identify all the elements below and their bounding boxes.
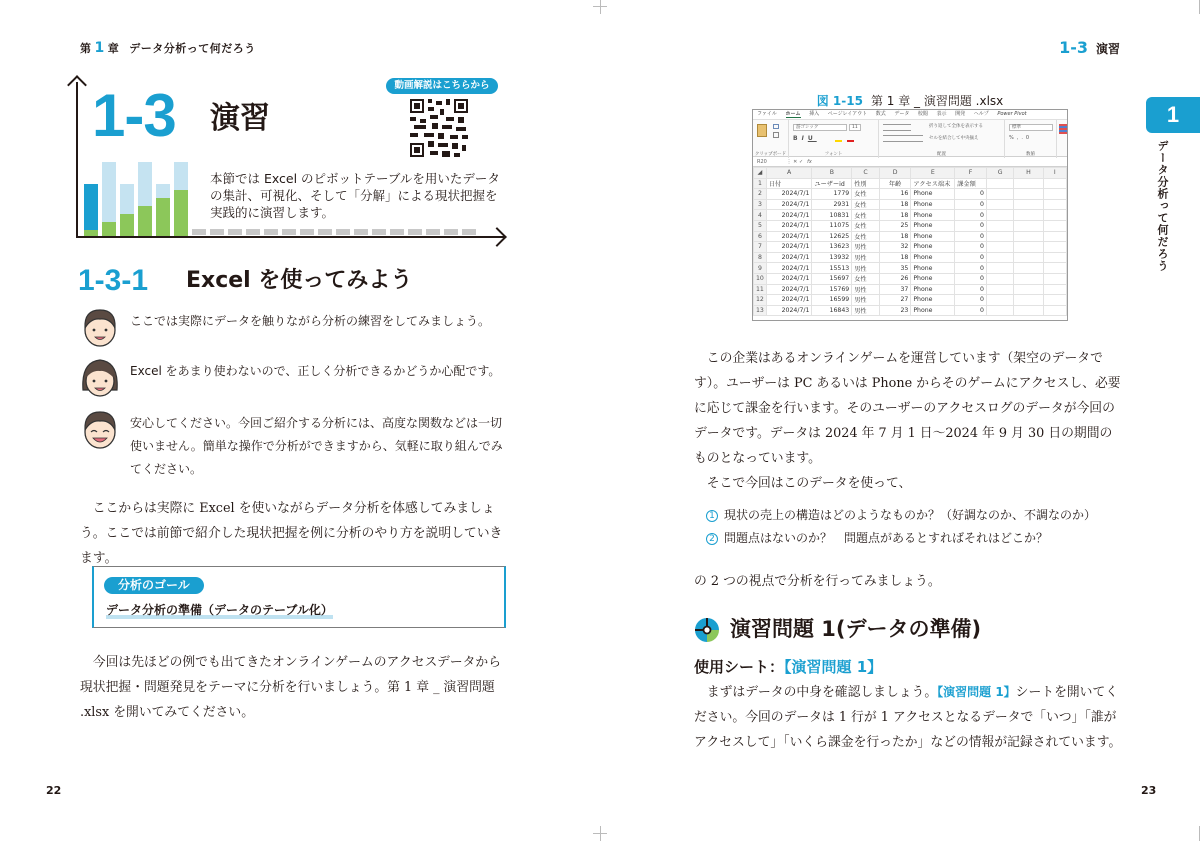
menu-tab-help[interactable]: ヘルプ (973, 111, 989, 117)
cell[interactable]: 女性 (852, 273, 880, 284)
crop-mark (593, 6, 607, 7)
table-row (754, 189, 1067, 200)
cell[interactable]: 2024/7/1 (766, 231, 812, 242)
cell[interactable]: 0 (955, 252, 987, 263)
cell[interactable]: Phone (911, 210, 955, 221)
decorative-bar-graphic (84, 160, 194, 236)
section-title: 演習 (210, 101, 270, 136)
paste-icon[interactable] (757, 124, 767, 137)
running-head-right: 1-3 演習 (1059, 38, 1120, 57)
cell[interactable]: 課金額 (955, 178, 987, 189)
subsection-title: Excel を使ってみよう (186, 268, 413, 293)
cell[interactable] (986, 231, 1013, 242)
page-number-left: 22 (46, 784, 62, 797)
cell[interactable] (1043, 210, 1066, 221)
copy-icon[interactable] (773, 132, 779, 138)
table-row (754, 273, 1067, 284)
menu-tab-file[interactable]: ファイル (757, 111, 777, 117)
cell[interactable] (986, 252, 1013, 263)
table-row (754, 263, 1067, 274)
cell[interactable]: Phone (911, 199, 955, 210)
exercise-icon (694, 617, 720, 643)
cell[interactable]: 女性 (852, 210, 880, 221)
cell[interactable]: 0 (955, 263, 987, 274)
cell[interactable]: 16 (879, 189, 910, 200)
paragraph: この企業はあるオンラインゲームを運営しています（架空のデータです）。ユーザーは PC あるいは Phone からそのゲームにアクセスし、必要に応じて課金を行います。そのユーザーのアクセスログのデータが今回のデータです。データは 2024 年 7 月 1 日～2024 年 9 月 30 日の期間のものとなっています。 そこで今回はこのデータを使って、 (694, 351, 1121, 491)
table-row (754, 210, 1067, 221)
cell[interactable]: 15513 (812, 263, 852, 274)
cell[interactable]: 男性 (852, 295, 880, 306)
cell[interactable]: 男性 (852, 284, 880, 295)
fill-color-icon[interactable] (835, 136, 842, 142)
cell[interactable] (1014, 242, 1043, 253)
spreadsheet-grid (753, 167, 1067, 316)
merge-center-button[interactable]: セルを結合して中央揃え (929, 136, 979, 141)
table-row (754, 284, 1067, 295)
cell[interactable] (1014, 284, 1043, 295)
row-header[interactable]: 2 (754, 189, 767, 200)
table-row (754, 295, 1067, 306)
cell[interactable]: 0 (955, 295, 987, 306)
cell[interactable] (986, 189, 1013, 200)
cell[interactable]: ユーザーid (812, 178, 852, 189)
cell[interactable]: 16599 (812, 295, 852, 306)
row-header[interactable]: 5 (754, 220, 767, 231)
menu-tab-formulas[interactable]: 数式 (875, 111, 886, 117)
cell[interactable]: 0 (955, 284, 987, 295)
cell[interactable] (1014, 295, 1043, 306)
cell[interactable] (1014, 252, 1043, 263)
cell[interactable]: Phone (911, 305, 955, 316)
table-row (754, 305, 1067, 316)
cell[interactable]: Phone (911, 242, 955, 253)
number-format-buttons[interactable]: %,.0 (1009, 135, 1033, 141)
cell[interactable]: 男性 (852, 263, 880, 274)
cell[interactable]: 女性 (852, 220, 880, 231)
ribbon-group-alignment: 折り返して全体を表示する セルを結合して中央揃え 配置 (879, 120, 1005, 158)
table-header-row (754, 178, 1067, 189)
cell[interactable] (1014, 199, 1043, 210)
cell[interactable]: 男性 (852, 252, 880, 263)
cut-icon[interactable] (773, 124, 779, 129)
goal-text: データ分析の準備（データのテーブル化） (106, 603, 333, 617)
column-header[interactable]: D (879, 168, 910, 179)
cell[interactable] (1043, 263, 1066, 274)
cell[interactable]: 0 (955, 273, 987, 284)
cell[interactable]: アクセス端末 (911, 178, 955, 189)
cell[interactable] (1014, 220, 1043, 231)
list-item: 1 現状の売上の構造はどのようなものか？（好調なのか、不調なのか） (706, 506, 1096, 523)
cell[interactable] (1043, 189, 1066, 200)
cell[interactable] (986, 295, 1013, 306)
table-row (754, 199, 1067, 210)
male-teacher-avatar-icon (80, 306, 120, 348)
cell[interactable] (1043, 231, 1066, 242)
column-header[interactable]: A (766, 168, 812, 179)
font-color-icon[interactable] (847, 136, 854, 142)
font-format-buttons[interactable]: BIU (793, 135, 817, 142)
cell[interactable]: Phone (911, 263, 955, 274)
ribbon-group-font: 游ゴシック 11 BIU フォント (789, 120, 879, 158)
cell[interactable]: 女性 (852, 189, 880, 200)
cell[interactable] (1043, 199, 1066, 210)
cell[interactable]: Phone (911, 295, 955, 306)
cell[interactable]: Phone (911, 273, 955, 284)
ribbon-group-clipboard: クリップボード (753, 120, 789, 158)
cell[interactable] (986, 220, 1013, 231)
circled-number: 2 (706, 533, 718, 545)
cell[interactable]: 女性 (852, 199, 880, 210)
cell[interactable]: 2024/7/1 (766, 220, 812, 231)
align-buttons[interactable] (883, 135, 923, 142)
cell[interactable] (1043, 284, 1066, 295)
hero-x-axis (76, 236, 504, 238)
column-header[interactable]: F (955, 168, 987, 179)
cell[interactable]: Phone (911, 231, 955, 242)
cell[interactable] (1043, 305, 1066, 316)
column-header[interactable]: E (911, 168, 955, 179)
menu-tab-power-pivot[interactable]: Power Pivot (997, 111, 1027, 117)
cell[interactable]: 18 (879, 231, 910, 242)
cell[interactable]: 13932 (812, 252, 852, 263)
cell[interactable] (986, 242, 1013, 253)
cell[interactable]: 18 (879, 252, 910, 263)
decorative-grey-bars (192, 229, 480, 235)
dialog-text: Excel をあまり使わないので、正しく分析できるかどうか心配です。 (130, 364, 501, 378)
arrow-up-icon (67, 75, 87, 95)
cell[interactable]: 37 (879, 284, 910, 295)
cell[interactable]: 年齢 (879, 178, 910, 189)
name-box[interactable]: R20 (757, 159, 767, 165)
section-number: 1-3 (92, 82, 176, 149)
cell[interactable]: 15697 (812, 273, 852, 284)
column-header[interactable]: C (852, 168, 880, 179)
font-name-select[interactable]: 游ゴシック (793, 124, 847, 131)
running-head-left: 第 1 章 データ分析って何だろう (80, 40, 256, 56)
crop-mark (593, 833, 607, 834)
cell[interactable]: 16843 (812, 305, 852, 316)
cell[interactable] (1014, 273, 1043, 284)
cell[interactable]: 2024/7/1 (766, 199, 812, 210)
goal-badge: 分析のゴール (104, 577, 204, 594)
row-header[interactable]: 6 (754, 231, 767, 242)
cell[interactable]: 13623 (812, 242, 852, 253)
dialog-text: ここでは実際にデータを触りながら分析の練習をしてみましょう。 (130, 314, 491, 328)
cell[interactable] (986, 284, 1013, 295)
figure-caption: 図 1-15 第 1 章 _ 演習問題 .xlsx (816, 94, 1004, 108)
cell[interactable]: 35 (879, 263, 910, 274)
row-header[interactable]: 11 (754, 284, 767, 295)
row-header[interactable]: 12 (754, 295, 767, 306)
cell[interactable]: Phone (911, 220, 955, 231)
figure-label: 図 1-15 (816, 94, 863, 108)
menu-tab-insert[interactable]: 挿入 (809, 111, 820, 117)
table-row (754, 220, 1067, 231)
cell[interactable]: 23 (879, 305, 910, 316)
analysis-goal-box (92, 566, 506, 628)
cell[interactable] (1014, 231, 1043, 242)
cell[interactable]: 2024/7/1 (766, 242, 812, 253)
excel-ribbon (753, 119, 1067, 157)
cell[interactable]: 2931 (812, 199, 852, 210)
cell[interactable]: 15769 (812, 284, 852, 295)
cell[interactable]: 18 (879, 210, 910, 221)
menu-tab-data[interactable]: データ (894, 111, 910, 117)
cell[interactable]: 2024/7/1 (766, 305, 812, 316)
paragraph: の 2 つの視点で分析を行ってみましょう。 (694, 574, 941, 589)
cell[interactable]: 11075 (812, 220, 852, 231)
chapter-title: データ分析って何だろう (129, 42, 256, 55)
cell[interactable]: 2024/7/1 (766, 210, 812, 221)
cell[interactable] (1043, 252, 1066, 263)
column-header[interactable]: H (1014, 168, 1043, 179)
cell[interactable] (1014, 305, 1043, 316)
cell[interactable] (986, 178, 1013, 189)
menu-tab-home[interactable]: ホーム (785, 111, 801, 117)
row-header[interactable]: 9 (754, 263, 767, 274)
cell[interactable]: 男性 (852, 242, 880, 253)
formula-bar: R20 ⋮ ✕ ✓ fx (753, 157, 1067, 167)
font-size-select[interactable]: 11 (849, 124, 861, 131)
column-header[interactable]: B (812, 168, 852, 179)
cell[interactable]: 12625 (812, 231, 852, 242)
exercise-title: 演習問題 1(データの準備) (730, 617, 982, 641)
cell[interactable]: 2024/7/1 (766, 284, 812, 295)
cell[interactable]: 1779 (812, 189, 852, 200)
cell[interactable]: 27 (879, 295, 910, 306)
ribbon-group-number: 標準 %,.0 数値 (1005, 120, 1057, 158)
chapter-tab-title: データ分析って何だろう (1156, 140, 1169, 272)
cell[interactable]: Phone (911, 284, 955, 295)
cell[interactable]: 男性 (852, 305, 880, 316)
cell[interactable] (1043, 273, 1066, 284)
dialog-text: 安心してください。今回ご紹介する分析には、高度な関数などは一切使いません。簡単な操作で分析ができますから、気軽に取り組んでみてください。 (130, 416, 503, 476)
subsection-number: 1-3-1 (78, 264, 149, 297)
chapter-tab: 1 (1146, 97, 1200, 133)
cell[interactable]: 性別 (852, 178, 880, 189)
page-number-right: 23 (1141, 784, 1157, 797)
crop-mark (600, 0, 601, 14)
cell[interactable] (1014, 189, 1043, 200)
cell[interactable]: Phone (911, 252, 955, 263)
cell[interactable]: 女性 (852, 231, 880, 242)
qr-code-icon[interactable] (410, 99, 468, 157)
cell[interactable] (1014, 263, 1043, 274)
cell[interactable]: Phone (911, 189, 955, 200)
wrap-text-button[interactable]: 折り返して全体を表示する (929, 124, 983, 129)
paragraph: まずはデータの中身を確認しましょう。【演習問題 1】シートを開いてください。今回のデータは 1 行が 1 アクセスとなるデータで「いつ」「誰がアクセスして」「いくら課金を行ったか」などの情報が記録されています。 (694, 685, 1122, 750)
cell[interactable]: 2024/7/1 (766, 263, 812, 274)
cell[interactable]: 0 (955, 305, 987, 316)
video-badge[interactable]: 動画解説はこちらから (386, 78, 498, 94)
table-row (754, 231, 1067, 242)
number-format-select[interactable]: 標準 (1009, 124, 1053, 131)
smiling-teacher-avatar-icon (80, 408, 120, 450)
cell[interactable] (1014, 210, 1043, 221)
sheet-reference: 【演習問題 1】 (937, 685, 1016, 699)
cell[interactable] (986, 210, 1013, 221)
cell[interactable]: 26 (879, 273, 910, 284)
row-header[interactable]: 8 (754, 252, 767, 263)
cell[interactable]: 32 (879, 242, 910, 253)
excel-screenshot (752, 109, 1068, 321)
sheet-name: 【演習問題 1】 (784, 658, 883, 676)
paragraph: ここからは実際に Excel を使いながらデータ分析を体感してみましょう。ここでは前節で紹介した現状把握を例に分析のやり方を説明していきます。 (80, 501, 503, 566)
menu-tab-page-layout[interactable]: ページレイアウト (827, 111, 868, 117)
chapter-number: 1 (94, 40, 105, 56)
column-header[interactable]: I (1043, 168, 1066, 179)
cell[interactable] (1043, 295, 1066, 306)
cell[interactable] (1043, 220, 1066, 231)
list-item: 2 問題点はないのか？ 問題点があるとすればそれはどこか？ (706, 529, 1048, 546)
female-student-avatar-icon (80, 356, 120, 398)
row-header[interactable]: 1 (754, 178, 767, 189)
arrow-right-icon (487, 227, 507, 247)
conditional-format-icon[interactable] (1059, 124, 1067, 134)
cell[interactable]: 25 (879, 220, 910, 231)
cell[interactable]: 2024/7/1 (766, 295, 812, 306)
cell[interactable]: 日付 (766, 178, 812, 189)
column-header-row (754, 168, 1067, 179)
cell[interactable] (1014, 178, 1043, 189)
cell[interactable] (986, 273, 1013, 284)
cell[interactable]: 0 (955, 189, 987, 200)
cell[interactable] (986, 263, 1013, 274)
hero-y-axis (76, 82, 78, 238)
cell[interactable] (986, 199, 1013, 210)
fx-icon[interactable]: fx (807, 159, 812, 165)
cell[interactable]: 0 (955, 210, 987, 221)
cell[interactable] (1043, 242, 1066, 253)
cell[interactable]: 18 (879, 199, 910, 210)
menu-tab-view[interactable]: 表示 (936, 111, 947, 117)
column-header[interactable]: G (986, 168, 1013, 179)
excel-menu-bar (753, 110, 1067, 119)
cell[interactable]: 2024/7/1 (766, 189, 812, 200)
cell[interactable]: 0 (955, 231, 987, 242)
cell[interactable] (986, 305, 1013, 316)
cell[interactable] (1043, 178, 1066, 189)
cell[interactable]: 0 (955, 199, 987, 210)
row-header[interactable]: 7 (754, 242, 767, 253)
align-buttons[interactable] (883, 124, 911, 131)
cell[interactable]: 2024/7/1 (766, 273, 812, 284)
menu-tab-developer[interactable]: 開発 (955, 111, 966, 117)
circled-number: 1 (706, 510, 718, 522)
cell[interactable]: 2024/7/1 (766, 252, 812, 263)
row-header[interactable]: 10 (754, 273, 767, 284)
row-header[interactable]: 13 (754, 305, 767, 316)
menu-tab-review[interactable]: 校閲 (917, 111, 928, 117)
select-all-corner[interactable]: ◢ (754, 168, 767, 179)
paragraph: 今回は先ほどの例でも出てきたオンラインゲームのアクセスデータから現状把握・問題発見をテーマに分析を行いましょう。第 1 章 _ 演習問題 .xlsx を開いてみてください。 (80, 655, 502, 720)
row-header[interactable]: 4 (754, 210, 767, 221)
table-row (754, 252, 1067, 263)
cell[interactable]: 0 (955, 220, 987, 231)
section-lead: 本節では Excel のピボットテーブルを用いたデータの集計、可視化、そして「分解」による現状把握を実践的に演習します。 (210, 171, 500, 220)
table-row (754, 242, 1067, 253)
cell[interactable]: 10831 (812, 210, 852, 221)
cell[interactable]: 0 (955, 242, 987, 253)
sheet-label: 使用シート：【演習問題 1】 (694, 658, 883, 676)
row-header[interactable]: 3 (754, 199, 767, 210)
